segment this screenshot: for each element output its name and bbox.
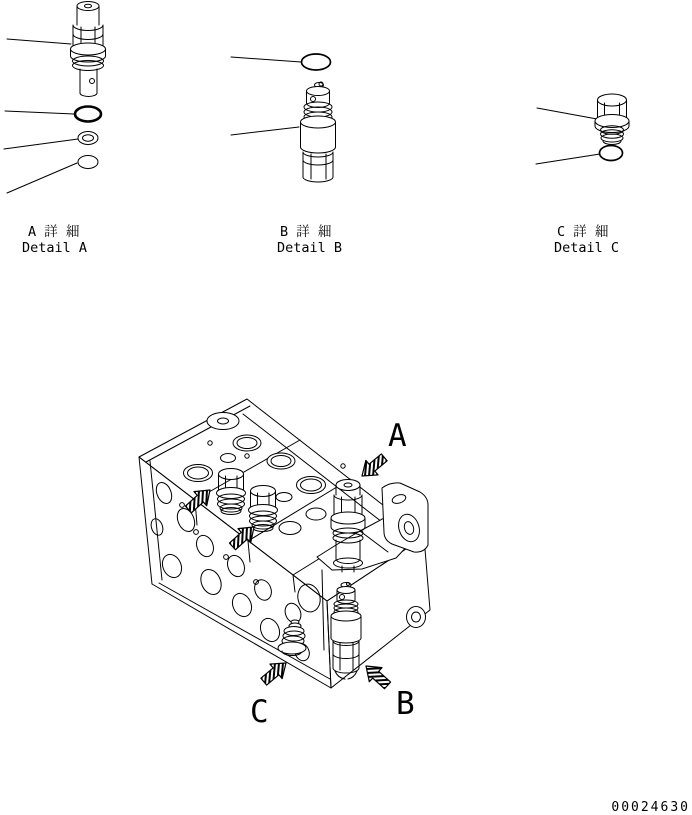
- detail-a-o-ring-large: [75, 107, 101, 122]
- location-arrow-upper-left: [182, 483, 216, 517]
- detail-a-valve-cartridge: [71, 2, 106, 97]
- detail-b-title-jp: B 詳 細: [280, 224, 332, 240]
- control-valve-assembly: [139, 399, 430, 730]
- detail-c-plug: [595, 94, 629, 145]
- location-arrow-b: [360, 659, 394, 693]
- callout-a: A: [388, 418, 407, 454]
- top-plug-1: [217, 469, 246, 515]
- detail-c-leader-lines: [536, 108, 600, 164]
- drawing-number: 00024630: [611, 800, 690, 815]
- detail-b-view: [231, 54, 342, 256]
- detail-c-title-en: Detail C: [554, 240, 620, 256]
- valve-cartridge-a: [331, 480, 365, 573]
- top-plug-2: [249, 486, 278, 532]
- side-boss: [407, 607, 426, 628]
- detail-c-title-jp: C 詳 細: [557, 224, 609, 240]
- detail-b-leader-lines: [231, 57, 301, 135]
- detail-a-o-ring-small: [78, 156, 98, 169]
- detail-a-title-en: Detail A: [22, 240, 88, 256]
- detail-a-backup-ring: [78, 132, 98, 145]
- callout-c: C: [250, 694, 269, 730]
- detail-c-o-ring: [600, 146, 623, 161]
- location-arrow-a: [356, 450, 390, 483]
- detail-a-leader-lines: [4, 39, 78, 193]
- detail-b-relief-valve: [301, 82, 336, 182]
- detail-c-view: [536, 94, 629, 256]
- detail-a-view: [4, 2, 106, 257]
- callout-b: B: [396, 686, 415, 722]
- location-arrow-c: [258, 656, 292, 689]
- detail-a-title-jp: A 詳 細: [28, 224, 80, 240]
- plug-c: [278, 620, 306, 656]
- detail-b-title-en: Detail B: [277, 240, 343, 256]
- detail-b-o-ring: [302, 54, 331, 70]
